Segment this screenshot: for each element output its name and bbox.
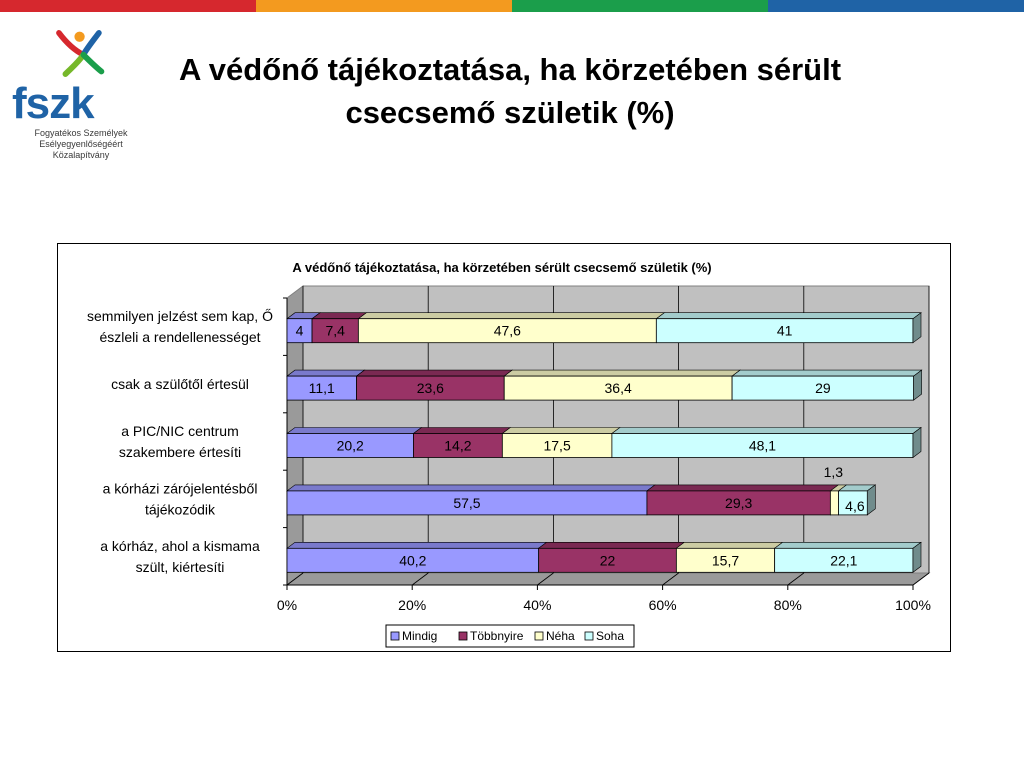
legend-swatch: [585, 632, 593, 640]
bar-segment-top: [504, 370, 740, 376]
category-label: csak a szülőtől értesül: [111, 376, 249, 393]
logo-caption-line: Közalapítvány: [52, 150, 110, 160]
bar-segment-top: [358, 313, 664, 319]
slide-title-line: A védőnő tájékoztatása, ha körzetében sérült: [178, 52, 842, 87]
data-label: 36,4: [604, 380, 632, 397]
category-label: tájékozódik: [144, 501, 216, 518]
legend-label: Néha: [546, 629, 575, 643]
bar-segment-top: [732, 370, 922, 376]
bar-segment-top: [676, 542, 782, 548]
data-label: 40,2: [399, 552, 427, 569]
bar-segment: [830, 491, 838, 515]
bar-segment-top: [612, 428, 921, 434]
logo-caption-line: Fogyatékos Személyek: [34, 128, 128, 138]
bar-segment-top: [413, 428, 510, 434]
bar-segment-top: [287, 370, 364, 376]
category-label: semmilyen jelzést sem kap, Ő: [87, 308, 273, 325]
bar-segment-top: [287, 428, 421, 434]
category-label: szült, kiértesíti: [135, 558, 225, 575]
x-tick-label: 40%: [523, 597, 552, 613]
category-label: a kórház, ahol a kismama: [100, 537, 260, 554]
bar-segment-top: [287, 485, 655, 491]
legend-label: Mindig: [402, 629, 438, 643]
data-label: 41: [776, 322, 793, 339]
data-label: 29: [815, 380, 831, 397]
x-tick-label: 0%: [276, 597, 298, 613]
data-label: 14,2: [444, 437, 472, 454]
x-tick-label: 60%: [648, 597, 677, 613]
slide-title-line: csecsemő születik (%): [345, 95, 675, 130]
data-label: 29,3: [725, 494, 753, 511]
data-label: 22,1: [830, 552, 858, 569]
legend-label: Soha: [596, 629, 625, 643]
category-label: a PIC/NIC centrum: [121, 423, 239, 439]
data-label: 57,5: [453, 494, 481, 511]
logo-caption-line: Esélyegyenlőségéért: [39, 139, 123, 149]
x-tick-label: 80%: [773, 597, 802, 613]
bar-segment-top: [656, 313, 921, 319]
data-label: 4: [295, 322, 304, 339]
bar-segment-top: [312, 313, 366, 319]
bar-segment-top: [647, 485, 838, 491]
x-tick-label: 20%: [398, 597, 427, 613]
bar-segment-top: [356, 370, 512, 376]
data-label: 11,1: [308, 380, 335, 397]
bar-segment-top: [502, 428, 620, 434]
category-label: a kórházi zárójelentésből: [102, 480, 258, 497]
data-label: 15,7: [711, 552, 740, 569]
data-label: 20,2: [336, 437, 364, 454]
category-label: észleli a rendellenességet: [99, 329, 261, 346]
data-label: 22: [599, 552, 616, 569]
chart-title: A védőnő tájékoztatása, ha körzetében sérült csecsemő születik (%): [292, 260, 712, 275]
logo-wordmark: fszk: [12, 79, 94, 128]
data-label: 17,5: [543, 437, 571, 454]
data-label: 23,6: [416, 380, 444, 397]
data-label: 4,6: [845, 497, 865, 514]
data-label: 48,1: [748, 437, 777, 454]
data-label: 1,3: [823, 463, 844, 480]
plot-floor: [287, 573, 929, 585]
bar-segment-top: [775, 542, 921, 548]
bar-segment-top: [287, 542, 547, 548]
x-tick-label: 100%: [895, 597, 931, 613]
legend-swatch: [459, 632, 467, 640]
category-label: szakembere értesíti: [118, 444, 242, 460]
data-label: 47,6: [493, 322, 521, 339]
bar-segment-top: [539, 542, 685, 548]
legend-swatch: [535, 632, 543, 640]
data-label: 7,4: [325, 322, 345, 339]
legend-swatch: [391, 632, 399, 640]
legend-label: Többnyire: [470, 629, 524, 643]
